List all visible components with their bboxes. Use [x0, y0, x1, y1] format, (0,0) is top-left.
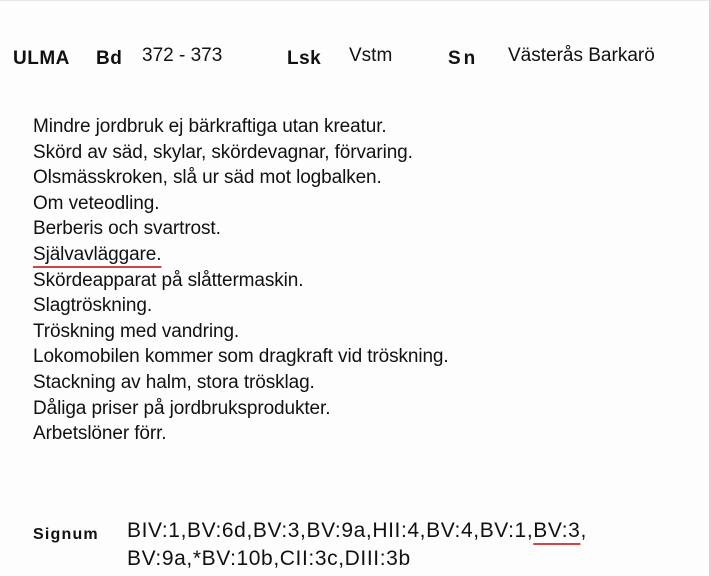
sn-label: Sn [448, 48, 479, 69]
underlined-term: Självavläggare. [33, 243, 162, 265]
topic-line: Olsmässkroken, slå ur säd mot logbalken. [33, 167, 382, 189]
archive-label: ULMA [13, 48, 70, 69]
topic-line: Berberis och svartrost. [33, 218, 221, 240]
card-header [13, 45, 709, 73]
topic-line: Arbetslöner förr. [33, 423, 167, 445]
topic-line: Tröskning med vandring. [33, 320, 240, 342]
signum-line-2: BV:9a,*BV:10b,CII:3c,DIII:3b [127, 547, 411, 570]
signum-codes-part2: , [580, 519, 587, 542]
bd-label: Bd [96, 48, 123, 69]
topic-line: Lokomobilen kommer som dragkraft vid tröskning. [33, 346, 449, 368]
topic-line: Stackning av halm, stora trösklag. [33, 371, 315, 393]
topic-list [33, 114, 449, 447]
signum-line-1 [127, 517, 587, 545]
signum-codes-part1: BIV:1,BV:6d,BV:3,BV:9a,HII:4,BV:4,BV:1, [127, 519, 534, 542]
signum-code-underlined: BV:3 [533, 519, 581, 542]
topic-line-underlined [33, 242, 449, 268]
topic-line: Dåliga priser på jordbruksprodukter. [33, 397, 331, 419]
topic-line: Slagtröskning. [33, 295, 153, 317]
topic-line: Skördeapparat på slåttermaskin. [33, 269, 304, 291]
topic-line: Om veteodling. [33, 192, 160, 214]
signum-label: Signum [33, 526, 99, 543]
bd-value: 372 - 373 [142, 45, 223, 66]
topic-line: Skörd av säd, skylar, skördevagnar, förvaring. [33, 141, 413, 163]
topic-line: Mindre jordbruk ej bärkraftiga utan kreatur. [33, 116, 387, 137]
lsk-value: Vstm [349, 45, 393, 66]
sn-value: Västerås Barkarö [508, 45, 655, 66]
lsk-label: Lsk [287, 48, 322, 69]
signum-values [127, 517, 587, 573]
